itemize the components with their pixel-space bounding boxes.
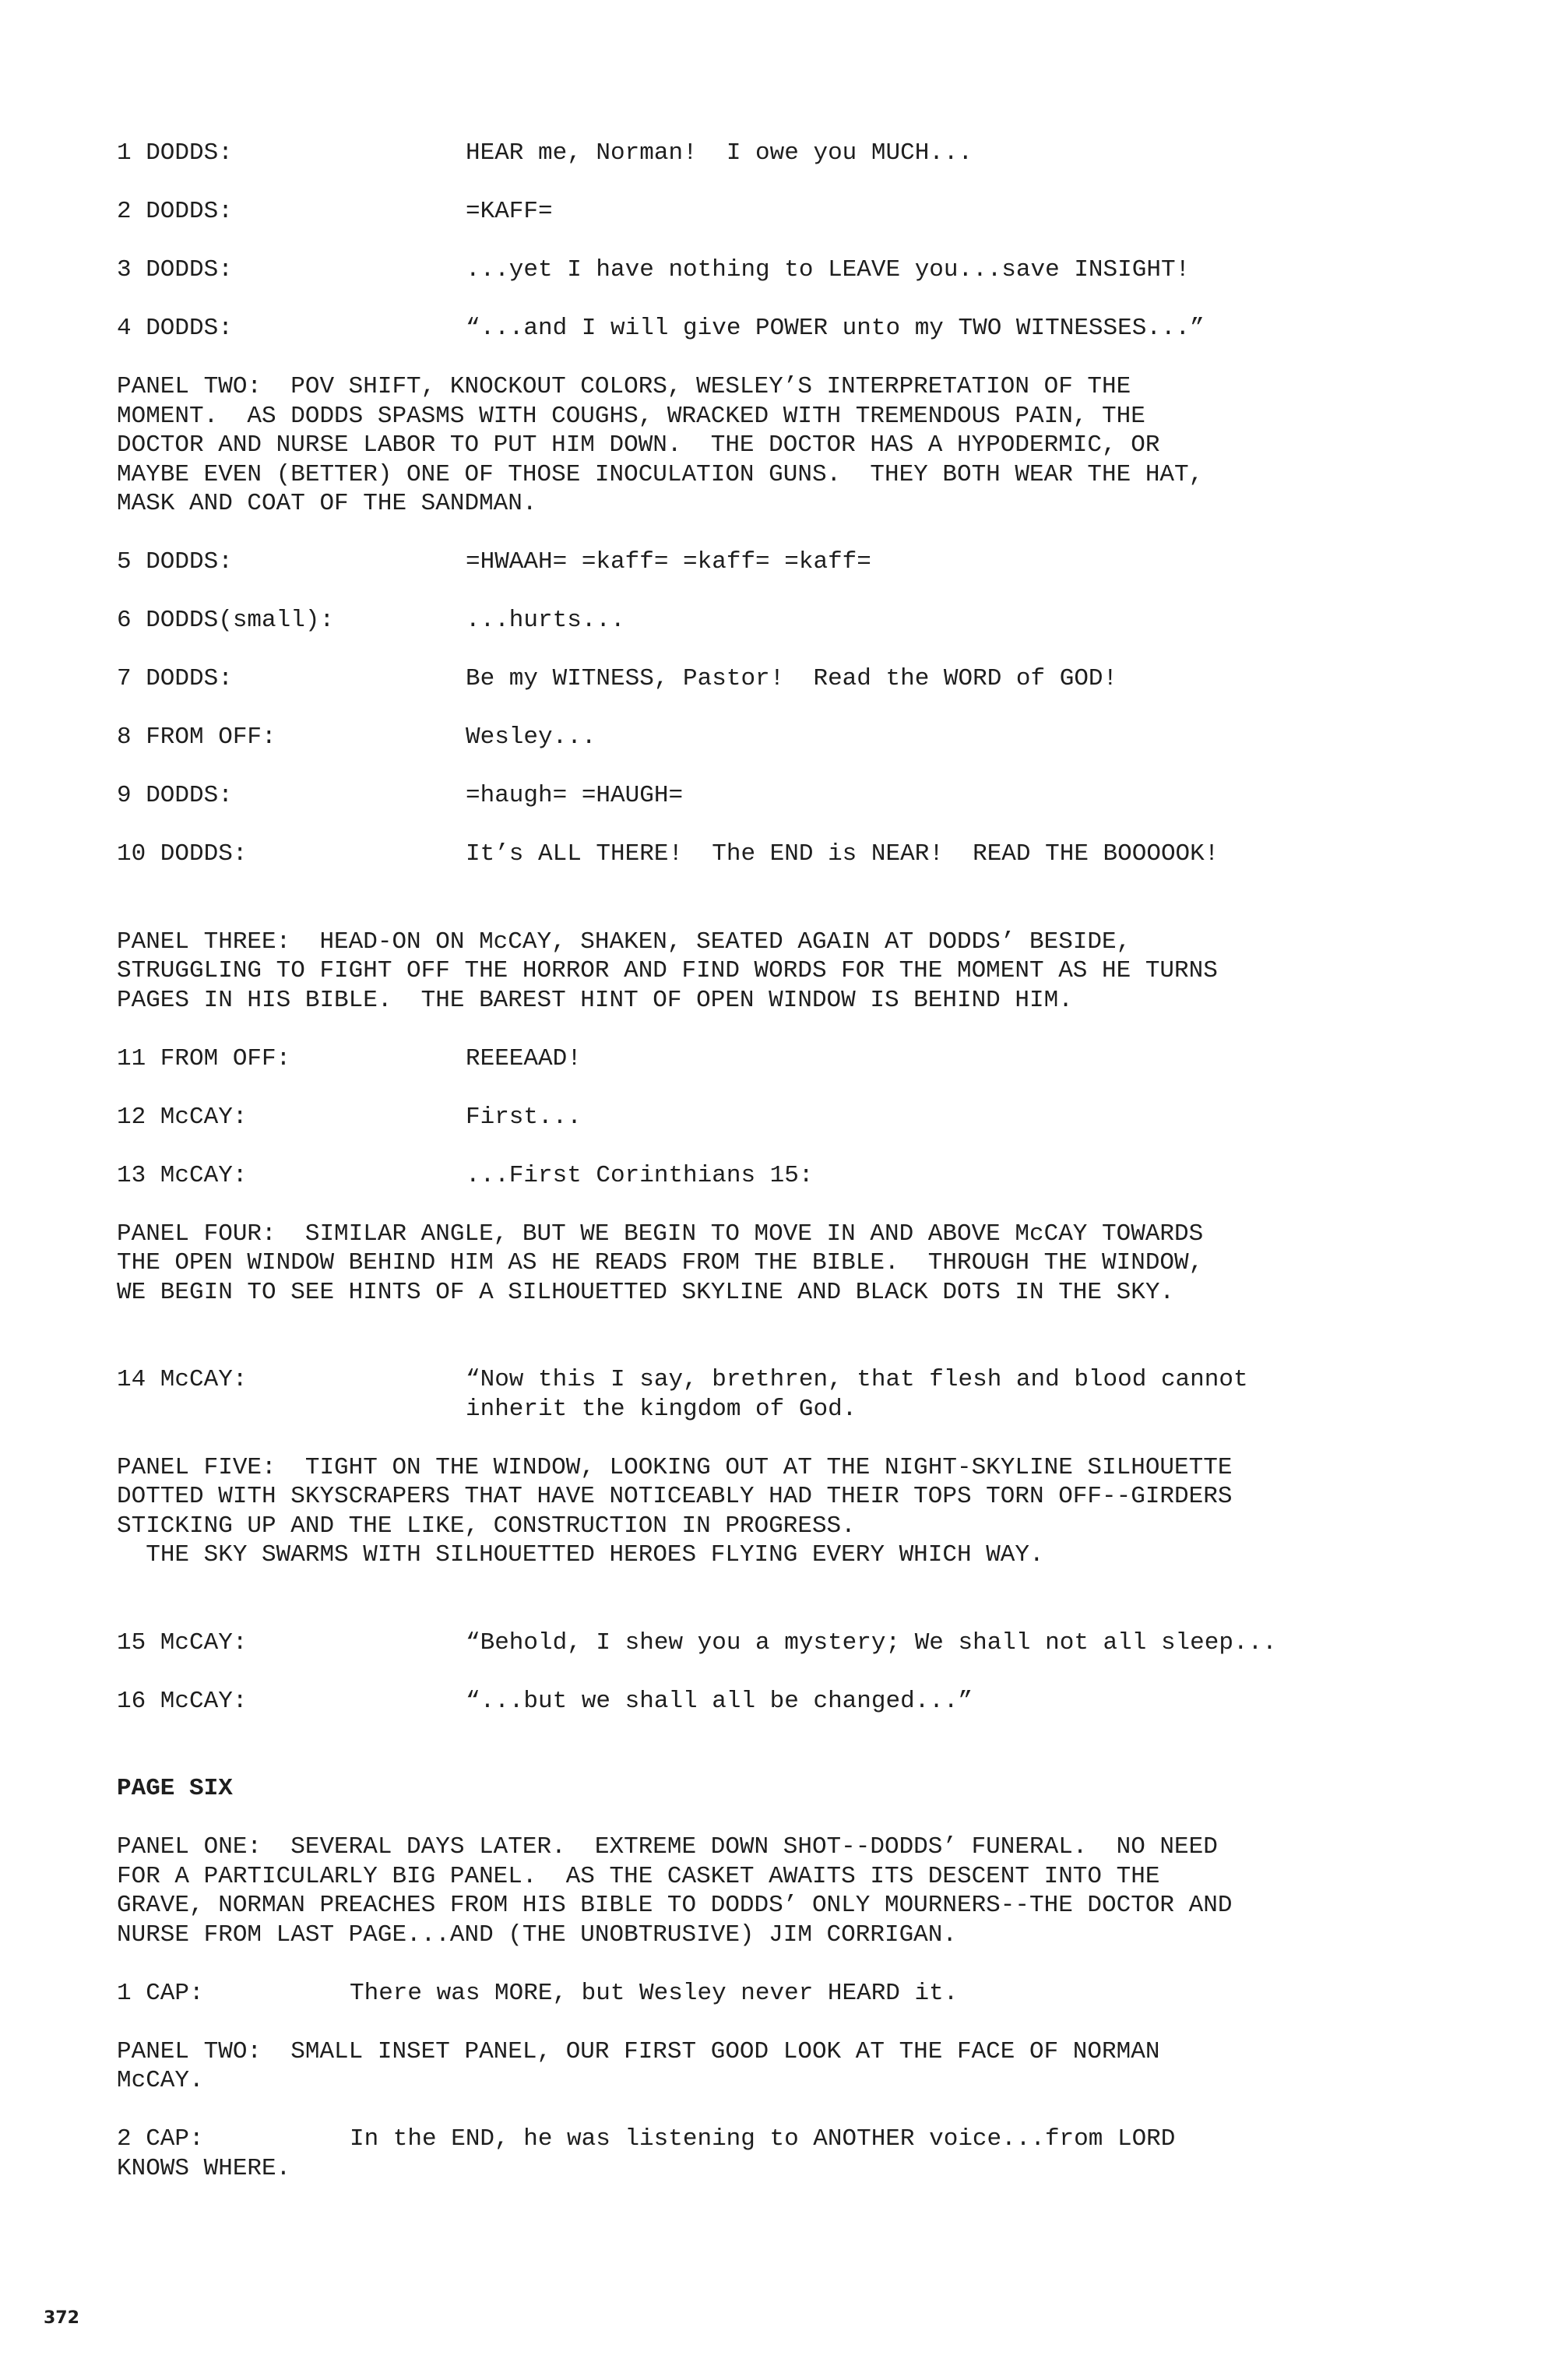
dialogue-text: “Now this I say, brethren, that flesh and blood cannot inherit the kingdom of God. — [466, 1366, 1248, 1423]
speaker: 15 McCAY: — [117, 1628, 248, 1656]
script-page — [117, 139, 1332, 2183]
dialogue-text: It’s ALL THERE! The END is NEAR! READ THE BOOOOOK! — [466, 840, 1219, 868]
speaker: 14 McCAY: — [117, 1366, 248, 1393]
dialogue-line — [117, 840, 1332, 869]
speaker: 11 FROM OFF: — [117, 1044, 291, 1072]
dialogue-line — [117, 606, 1332, 635]
dialogue-text: ...yet I have nothing to LEAVE you...save INSIGHT! — [466, 256, 1191, 283]
dialogue-text: =HWAAH= =kaff= =kaff= =kaff= — [466, 548, 871, 576]
speaker: 9 DODDS: — [117, 782, 233, 809]
dialogue-line — [117, 197, 1332, 227]
speaker: 1 DODDS: — [117, 139, 233, 167]
caption-text: There was MORE, but Wesley never HEARD it. — [350, 1979, 959, 2007]
page-heading: PAGE SIX — [117, 1775, 233, 1802]
panel-description: PANEL FIVE: TIGHT ON THE WINDOW, LOOKING OUT AT THE NIGHT-SKYLINE SILHOUETTE DOTTED WITH SKYSCRAPERS THAT HAVE NOTICEABLY HAD THEIR TOPS TORN OFF--GIRDERS STICKING UP AND THE LIKE, CONSTRUCTION IN PROGRESS. THE SKY SWARMS WITH SILHOUETTED HEROES FLYING EVERY WHICH WAY. — [117, 1453, 1233, 1568]
speaker: 5 DODDS: — [117, 548, 233, 576]
speaker: 12 McCAY: — [117, 1103, 248, 1131]
speaker: 2 DODDS: — [117, 198, 233, 225]
caption-line — [117, 1979, 1332, 2009]
dialogue-text: “...but we shall all be changed...” — [466, 1687, 973, 1715]
dialogue-line — [117, 1044, 1332, 1074]
dialogue-text: =haugh= =HAUGH= — [466, 782, 684, 809]
dialogue-line — [117, 664, 1332, 694]
dialogue-text: First... — [466, 1103, 582, 1131]
dialogue-line — [117, 723, 1332, 752]
caption-label: 1 CAP: — [117, 1979, 204, 2007]
speaker: 8 FROM OFF: — [117, 724, 276, 751]
dialogue-text: ...First Corinthians 15: — [466, 1161, 814, 1189]
dialogue-text: Be my WITNESS, Pastor! Read the WORD of GOD! — [466, 665, 1118, 692]
dialogue-line — [117, 314, 1332, 343]
panel-description: PANEL THREE: HEAD-ON ON McCAY, SHAKEN, SEATED AGAIN AT DODDS’ BESIDE, STRUGGLING TO FIGHT OFF THE HORROR AND FIND WORDS FOR THE MOMENT AS HE TURNS PAGES IN HIS BIBLE. THE BAREST HINT OF OPEN WINDOW IS BEHIND HIM. — [117, 928, 1218, 1014]
panel-description: PANEL ONE: SEVERAL DAYS LATER. EXTREME DOWN SHOT--DODDS’ FUNERAL. NO NEED FOR A PARTICULARLY BIG PANEL. AS THE CASKET AWAITS ITS DESCENT INTO THE GRAVE, NORMAN PREACHES FROM HIS BIBLE TO DODDS’ ONLY MOURNERS--THE DOCTOR AND NURSE FROM LAST PAGE...AND (THE UNOBTRUSIVE) JIM CORRIGAN. — [117, 1833, 1233, 1949]
dialogue-text: =KAFF= — [466, 198, 553, 225]
dialogue-text: “...and I will give POWER unto my TWO WITNESSES...” — [466, 315, 1205, 342]
dialogue-text: Wesley... — [466, 724, 596, 751]
speaker: 7 DODDS: — [117, 665, 233, 692]
speaker: 10 DODDS: — [117, 840, 248, 868]
dialogue-line — [117, 547, 1332, 577]
speaker: 13 McCAY: — [117, 1161, 248, 1189]
panel-description: PANEL FOUR: SIMILAR ANGLE, BUT WE BEGIN TO MOVE IN AND ABOVE McCAY TOWARDS THE OPEN WINDOW BEHIND HIM AS HE READS FROM THE BIBLE. THROUGH THE WINDOW, WE BEGIN TO SEE HINTS OF A SILHOUETTED SKYLINE AND BLACK DOTS IN THE SKY. — [117, 1220, 1204, 1306]
dialogue-text: REEEAAD! — [466, 1044, 582, 1072]
dialogue-text: “Behold, I shew you a mystery; We shall not all sleep... — [466, 1628, 1277, 1656]
caption-text: In the END, he was listening to ANOTHER voice...from LORD KNOWS WHERE. — [117, 2125, 1176, 2182]
speaker: 6 DODDS(small): — [117, 607, 335, 634]
dialogue-line — [117, 1103, 1332, 1132]
panel-description: PANEL TWO: SMALL INSET PANEL, OUR FIRST GOOD LOOK AT THE FACE OF NORMAN McCAY. — [117, 2037, 1160, 2094]
dialogue-line — [117, 1365, 1332, 1424]
dialogue-line — [117, 1628, 1332, 1658]
dialogue-line — [117, 255, 1332, 285]
dialogue-line — [117, 1161, 1332, 1191]
page-number: 372 — [44, 2308, 79, 2328]
speaker: 3 DODDS: — [117, 256, 233, 283]
dialogue-line — [117, 139, 1332, 168]
speaker: 4 DODDS: — [117, 315, 233, 342]
caption-label: 2 CAP: — [117, 2125, 204, 2153]
panel-description: PANEL TWO: POV SHIFT, KNOCKOUT COLORS, WESLEY’S INTERPRETATION OF THE MOMENT. AS DODDS SPASMS WITH COUGHS, WRACKED WITH TREMENDOUS PAIN, THE DOCTOR AND NURSE LABOR TO PUT HIM DOWN. THE DOCTOR HAS A HYPODERMIC, OR MAYBE EVEN (BETTER) ONE OF THOSE INOCULATION GUNS. THEY BOTH WEAR THE HAT, MASK AND COAT OF THE SANDMAN. — [117, 373, 1204, 517]
dialogue-text: HEAR me, Norman! I owe you MUCH... — [466, 139, 973, 167]
speaker: 16 McCAY: — [117, 1687, 248, 1715]
dialogue-line — [117, 1687, 1332, 1716]
dialogue-text: ...hurts... — [466, 607, 625, 634]
caption-line — [117, 2125, 1332, 2183]
dialogue-line — [117, 781, 1332, 811]
